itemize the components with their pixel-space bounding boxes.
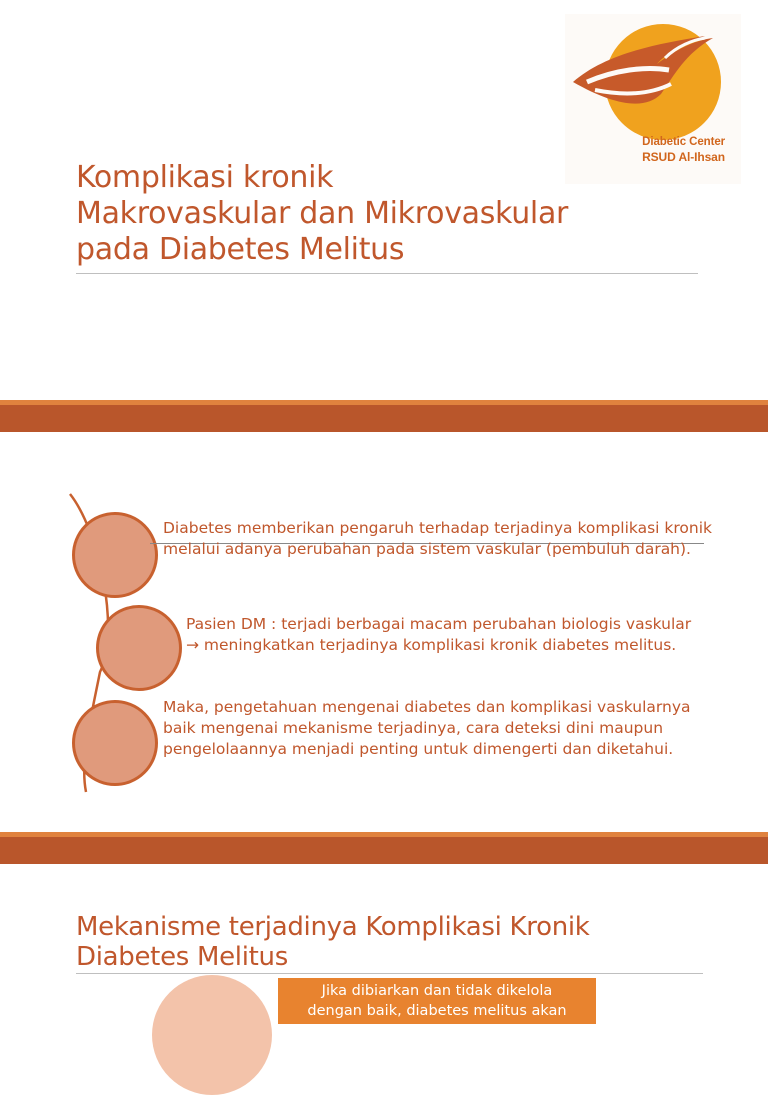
title-line: Komplikasi kronik [76,160,334,195]
title-line: Mekanisme terjadinya Komplikasi Kronik [76,912,590,942]
title-line: pada Diabetes Melitus [76,232,405,267]
slide-title [0,0,768,400]
box-line: Jika dibiarkan dan tidak dikelola [321,983,553,999]
logo-text-line2: RSUD Al-Ihsan [642,150,725,164]
point-text-1: Diabetes memberikan pengaruh terhadap terjadinya komplikasi kronik melalui adanya perubahan pada sistem vaskular (pembuluh darah). [163,519,713,558]
logo-text-line1: Diabetic Center [642,136,725,148]
mechanism-title [76,912,716,972]
title-line: Makrovaskular dan Mikrovaskular [76,196,569,231]
title-divider [76,973,703,974]
bullet-circle-2 [96,605,182,691]
bullet-circle-1 [72,512,158,598]
mechanism-text-box [278,978,596,1024]
point-text-2: Pasien DM : terjadi berbagai macam perubahan biologis vaskular → meningkatkan terjadinya komplikasi kronik diabetes melitus. [186,615,692,654]
slide-separator-band [0,400,768,432]
slide-title-heading [76,160,716,268]
box-line: dengan baik, diabetes melitus akan [307,1003,567,1019]
title-line: Diabetes Melitus [76,942,288,972]
bullet-circle-3 [72,700,158,786]
title-divider [76,273,698,274]
slide-separator-band [0,832,768,864]
decorative-circle [152,975,272,1095]
diabetic-center-logo [565,14,741,184]
point-text-3: Maka, pengetahuan mengenai diabetes dan komplikasi vaskularnya baik mengenai mekanisme terjadinya, cara deteksi dini maupun pengelolaannya menjadi penting untuk dimengerti dan diketahui. [163,698,691,758]
